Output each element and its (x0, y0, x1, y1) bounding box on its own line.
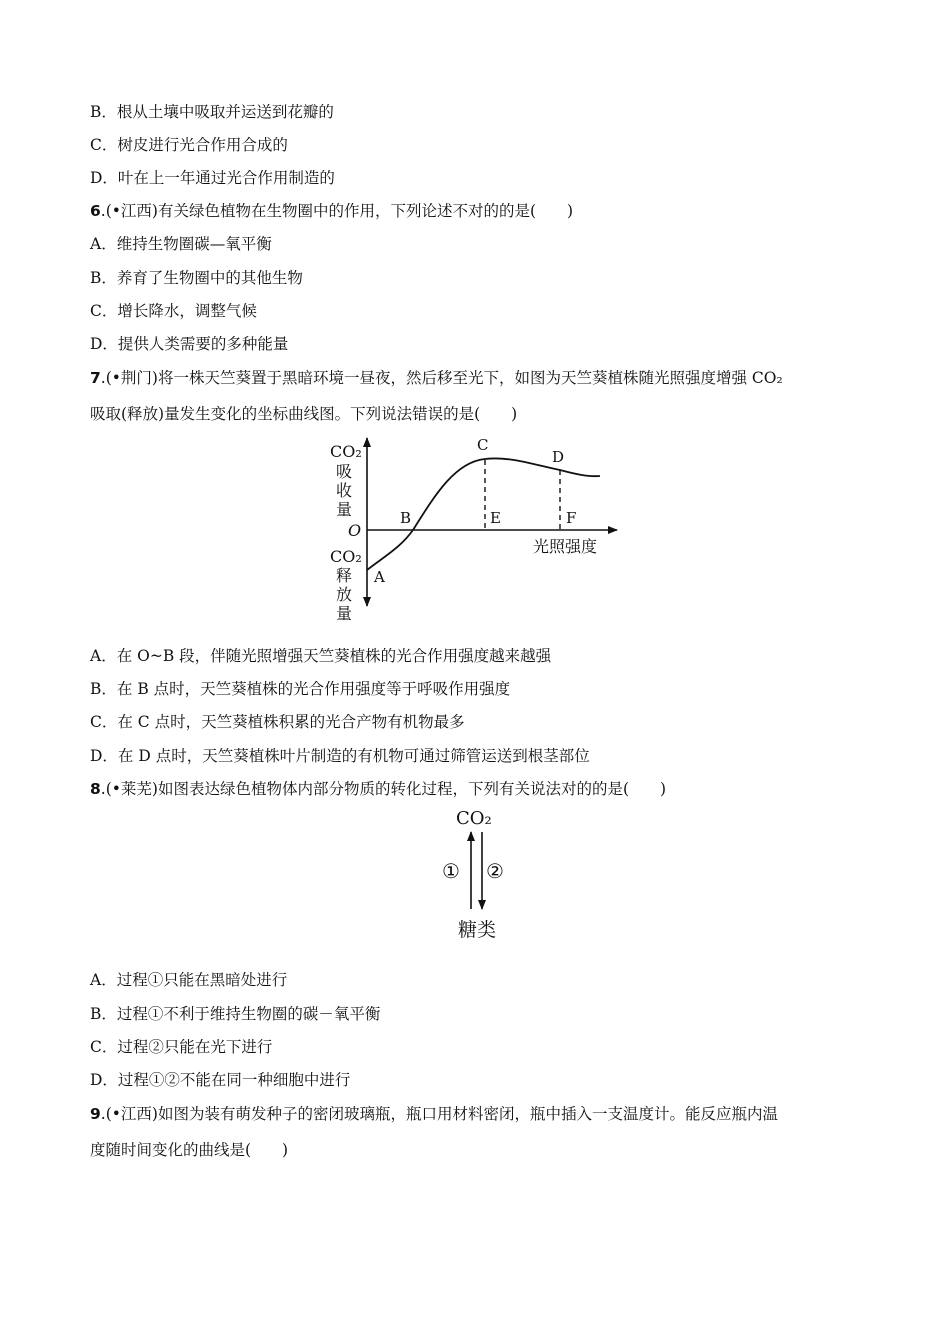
q8-option-c: C．过程②只能在光下进行 (90, 1038, 273, 1056)
q6-number: 6 (90, 202, 101, 220)
q9-stem-line2: 度随时间变化的曲线是( ) (90, 1141, 289, 1159)
q7-option-d: D．在 D 点时，天竺葵植株叶片制造的有机物可通过筛管运送到根茎部位 (90, 747, 590, 765)
q9-stem-text: .(•江西)如图为装有萌发种子的密闭玻璃瓶，瓶口用材料密闭，瓶中插入一支温度计。能反应瓶内温 (100, 1105, 778, 1123)
q7-number: 7 (90, 369, 101, 387)
q7-co2-curve-figure (320, 430, 630, 630)
point-c-label: C (477, 436, 489, 454)
y-up-label-co2: CO₂ (330, 442, 362, 461)
point-d-label: D (552, 448, 565, 466)
q8-stem-text: .(•莱芜)如图表达绿色植物体内部分物质的转化过程，下列有关说法对的的是( ) (100, 780, 667, 798)
q6-option-c: C．增长降水，调整气候 (90, 302, 257, 320)
q8-option-a: A．过程①只能在黑暗处进行 (90, 971, 288, 989)
q7-stem-line1 (90, 368, 783, 388)
q9-stem-line1 (90, 1104, 778, 1124)
q5-option-c: C．树皮进行光合作用合成的 (90, 136, 288, 154)
y-down-label-char1: 释 (336, 566, 353, 585)
process-2-mark: ② (486, 859, 504, 883)
q6-stem (90, 201, 573, 221)
q6-option-d: D．提供人类需要的多种能量 (90, 335, 289, 353)
q7-option-a: A．在 O~B 段，伴随光照增强天竺葵植株的光合作用强度越来越强 (90, 647, 552, 665)
x-axis-label: 光照强度 (533, 537, 598, 556)
q6-option-b: B．养育了生物圈中的其他生物 (90, 269, 303, 287)
process-1-mark: ① (442, 859, 460, 883)
q6-option-a: A．维持生物圈碳—氧平衡 (90, 235, 272, 253)
q8-option-b: B．过程①不利于维持生物圈的碳－氧平衡 (90, 1005, 381, 1023)
q7-option-b: B．在 B 点时，天竺葵植株的光合作用强度等于呼吸作用强度 (90, 680, 511, 698)
point-f-label: F (566, 509, 577, 527)
y-up-label-char3: 量 (336, 500, 353, 519)
point-a-label: A (374, 568, 385, 586)
y-up-label-char1: 吸 (336, 462, 353, 481)
q7-option-c: C．在 C 点时，天竺葵植株积累的光合产物有机物最多 (90, 713, 465, 731)
q7-stem-line2: 吸取(释放)量发生变化的坐标曲线图。下列说法错误的是( ) (90, 405, 518, 423)
sugar-label: 糖类 (458, 919, 497, 941)
origin-label: O (348, 521, 362, 540)
point-b-label: B (400, 509, 412, 527)
q8-option-d: D．过程①②不能在同一种细胞中进行 (90, 1071, 351, 1089)
y-up-label-char2: 收 (336, 481, 353, 500)
point-e-label: E (490, 509, 501, 527)
y-down-label-char3: 量 (336, 604, 353, 623)
q5-option-d: D．叶在上一年通过光合作用制造的 (90, 169, 335, 187)
q8-stem (90, 779, 666, 799)
q9-number: 9 (90, 1105, 101, 1123)
y-down-label-co2: CO₂ (330, 547, 362, 566)
co2-label: CO₂ (456, 808, 492, 829)
q7-stem-text: .(•荆门)将一株天竺葵置于黑暗环境一昼夜，然后移至光下，如图为天竺葵植株随光照强度增强 CO₂ (100, 369, 783, 387)
y-down-label-char2: 放 (336, 585, 353, 604)
q8-conversion-figure (430, 804, 530, 944)
q6-stem-text: .(•江西)有关绿色植物在生物圈中的作用，下列论述不对的的是( ) (100, 202, 574, 220)
q8-number: 8 (90, 780, 101, 798)
q5-option-b: B．根从土壤中吸取并运送到花瓣的 (90, 103, 334, 121)
